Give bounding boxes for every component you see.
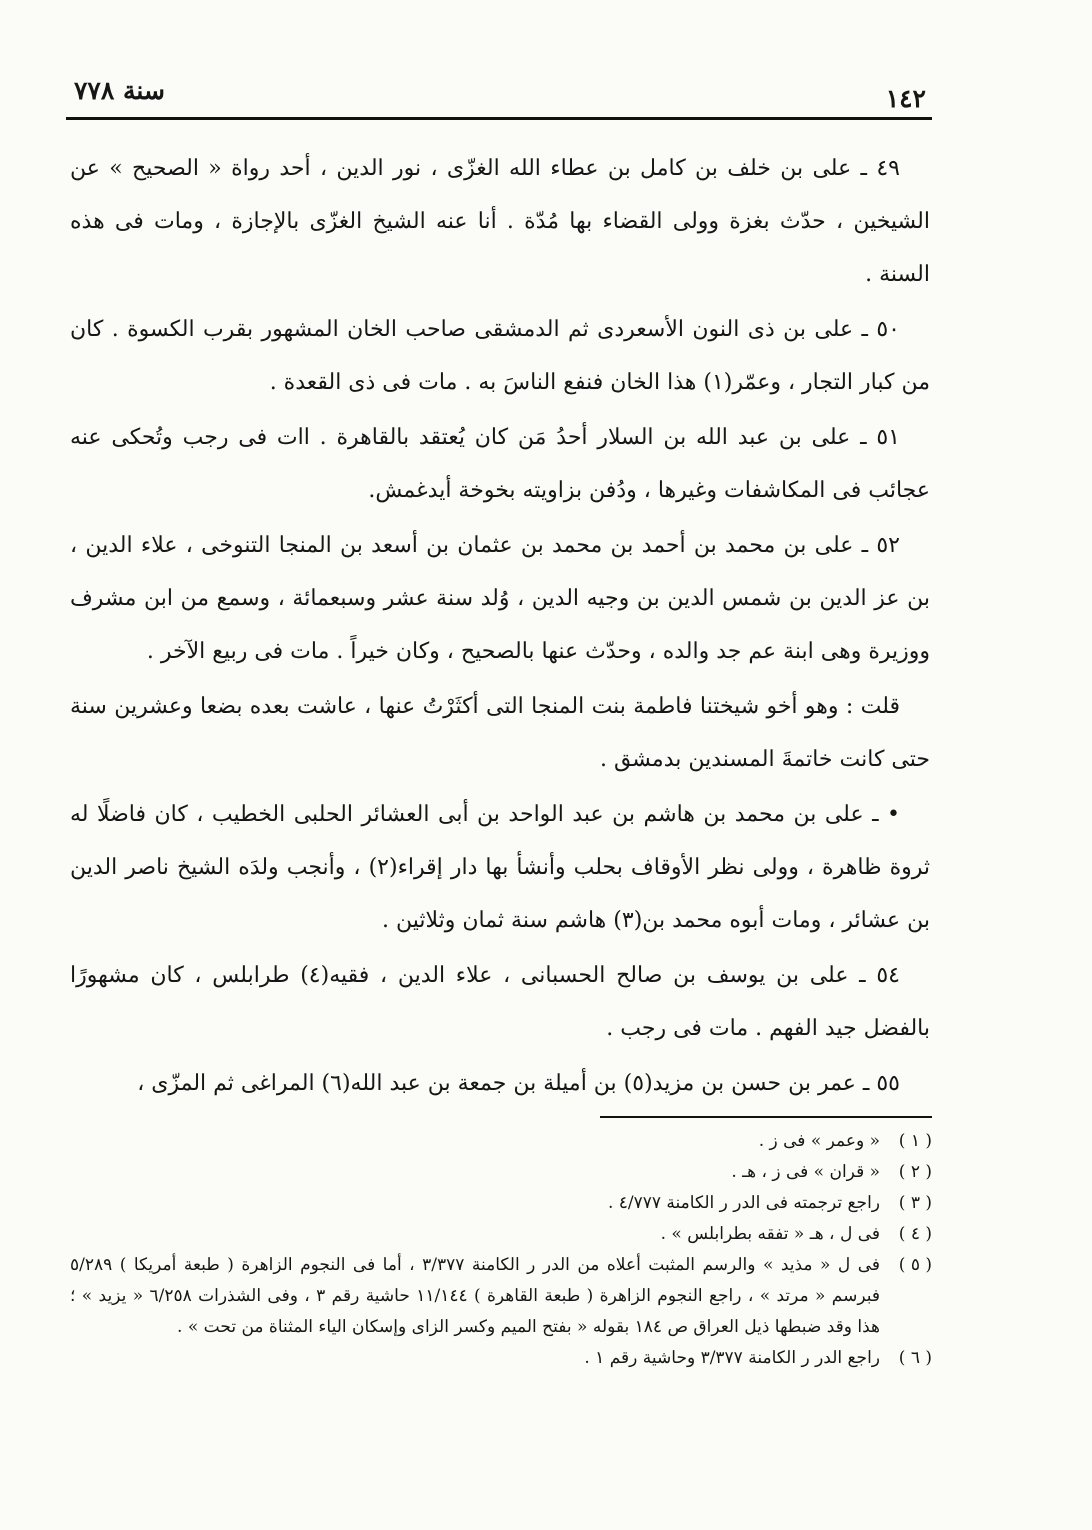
footnote-6 [70, 1343, 932, 1374]
header-rule [66, 117, 932, 120]
footnote-text: راجع الدر ر الكامنة ٣/٣٧٧ وحاشية رقم ١ . [584, 1348, 880, 1368]
footnote-mark: ( ٢ ) [898, 1162, 932, 1182]
footnote-mark: ( ١ ) [898, 1131, 932, 1151]
footnote-mark: ( ٦ ) [898, 1348, 932, 1368]
footnote-5 [70, 1250, 932, 1343]
footnote-3 [70, 1188, 932, 1219]
footnote-2 [70, 1157, 932, 1188]
entry-53: • ـ على بن محمد بن هاشم بن عبد الواحد بن أبى العشائر الحلبى الخطيب ، كان فاضلًا له ثروة ظاهرة ، وولى نظر الأوقاف بحلب وأنشأ بها دار إقراء(٢) ، وأنجب ولدَه الشيخ ناصر الدين بن عشائر ، ومات أبوه محمد بن(٣) هاشم سنة ثمان وثلاثين . [70, 802, 930, 933]
entry-52-note: قلت : وهو أخو شيختنا فاطمة بنت المنجا التى أكثَرْتُ عنها ، عاشت بعده بضعا وعشرين سنة حتى كانت خاتمةَ المسندين بدمشق . [70, 694, 930, 772]
footnote-text: « وعمر » فى ز . [758, 1131, 880, 1151]
body-text [70, 142, 930, 1112]
running-header [66, 70, 932, 120]
footnote-text: « قران » فى ز ، هـ . [731, 1162, 880, 1182]
footnote-separator [600, 1116, 932, 1118]
footnote-1 [70, 1126, 932, 1157]
footnote-text: راجع ترجمته فى الدر ر الكامنة ٤/٧٧٧ . [607, 1193, 880, 1213]
page-number: ١٤٢ [885, 84, 926, 113]
footnote-mark: ( ٤ ) [898, 1224, 932, 1244]
entry-52: ٥٢ ـ على بن محمد بن أحمد بن محمد بن عثمان بن أسعد بن المنجا التنوخى ، علاء الدين ، بن عز الدين بن شمس الدين بن وجيه الدين ، وُلد سنة عشر وسبعمائة ، وسمع من ابن مشرف ووزيرة وهى ابنة عم جد والده ، وحدّث عنها بالصحيح ، وكان خيراً . مات فى ربيع الآخر . [70, 533, 930, 664]
footnote-4 [70, 1219, 932, 1250]
footnote-text: فى ل « مذيد » والرسم المثبت أعلاه من الدر ر الكامنة ٣/٣٧٧ ، أما فى النجوم الزاهرة ( طبعة أمريكا ) ٥/٢٨٩ فبرسم « مرتد » ، راجع النجوم الزاهرة ( طبعة القاهرة ) ١١/١٤٤ حاشية رقم ٣ ، وفى الشذرات ٦/٢٥٨ « يزيد » ؛ هذا وقد ضبطها ذيل العراق ص ١٨٤ بقوله « بفتح الميم وكسر الزاى وإسكان الياء المثناة من تحت » . [70, 1255, 881, 1337]
footnote-text: فى ل ، هـ « تفقه بطرابلس » . [660, 1224, 880, 1244]
footnote-mark: ( ٥ ) [898, 1255, 932, 1275]
entry-51: ٥١ ـ على بن عبد الله بن السلار أحدُ مَن كان يُعتقد بالقاهرة . اات فى رجب وتُحكى عنه عجائب فى المكاشفات وغيرها ، ودُفن بزاويته بخوخة أيدغمش. [70, 425, 930, 503]
year-heading: سنة ٧٧٨ [74, 76, 165, 105]
entry-49: ٤٩ ـ على بن خلف بن كامل بن عطاء الله الغزّى ، نور الدين ، أحد رواة « الصحيح » عن الشيخين ، حدّث بغزة وولى القضاء بها مُدّة . أنا عنه الشيخ الغزّى بالإجازة ، ومات فى هذه السنة . [70, 156, 930, 287]
footnote-mark: ( ٣ ) [898, 1193, 932, 1213]
entry-55: ٥٥ ـ عمر بن حسن بن مزيد(٥) بن أميلة بن جمعة بن عبد الله(٦) المراغى ثم المزّى ، [137, 1071, 900, 1096]
entry-54: ٥٤ ـ على بن يوسف بن صالح الحسبانى ، علاء الدين ، فقيه(٤) طرابلس ، كان مشهورًا بالفضل جيد الفهم . مات فى رجب . [70, 963, 930, 1041]
entry-50: ٥٠ ـ على بن ذى النون الأسعردى ثم الدمشقى صاحب الخان المشهور بقرب الكسوة . كان من كبار التجار ، وعمّر(١) هذا الخان فنفع الناسَ به . مات فى ذى القعدة . [70, 317, 930, 395]
footnotes [70, 1126, 932, 1374]
